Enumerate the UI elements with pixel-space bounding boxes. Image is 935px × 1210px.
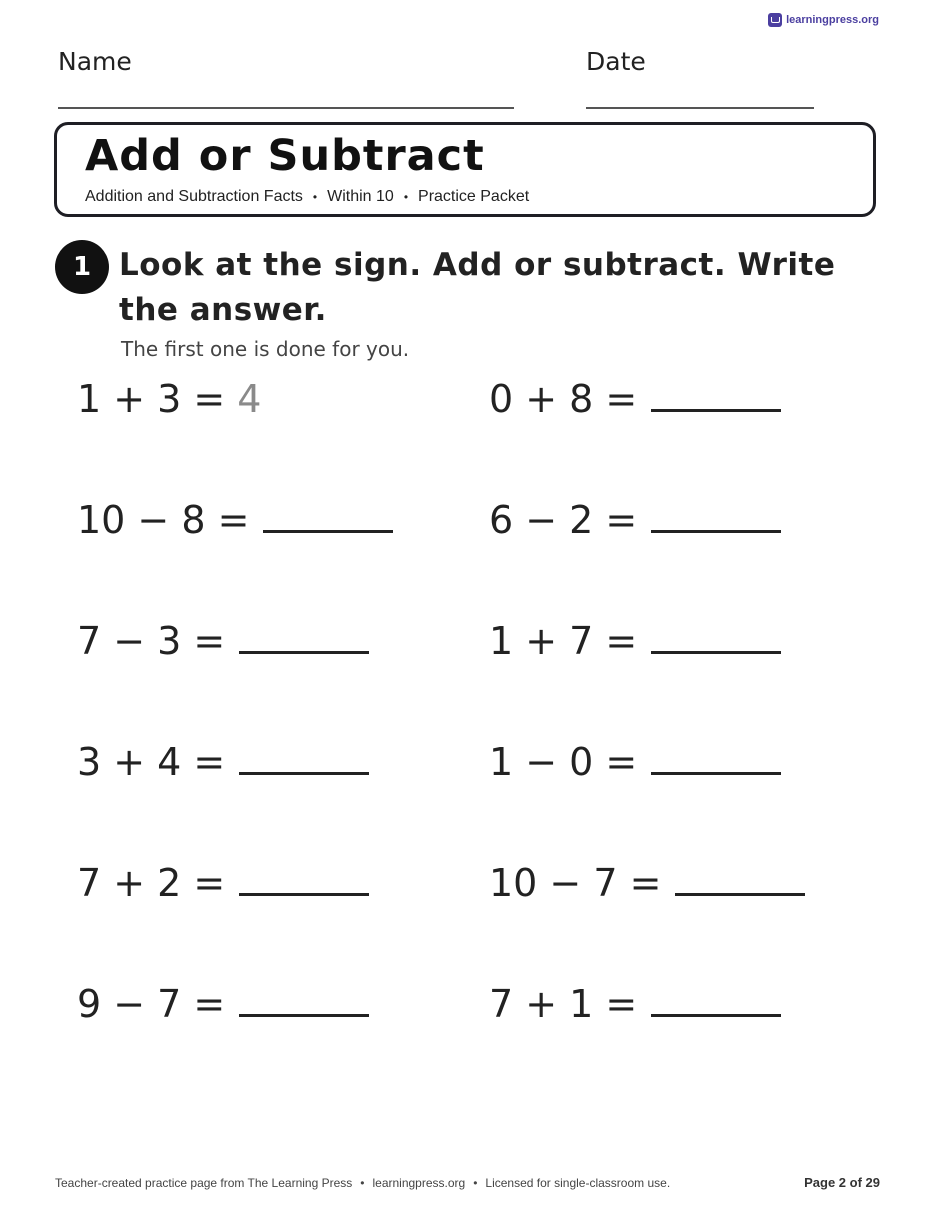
page-title: Add or Subtract [85,131,485,181]
answer-blank[interactable] [651,500,781,533]
problem-expression: 6 − 2 = [489,498,638,542]
hint-text: The first one is done for you. [121,337,410,361]
math-problem [489,861,805,905]
problem-expression: 1 − 0 = [489,740,638,784]
separator-dot: • [360,1176,365,1190]
problem-expression: 10 − 7 = [489,861,662,905]
footer-credits [55,1176,670,1190]
answer-blank[interactable] [651,621,781,654]
answer-blank[interactable] [651,984,781,1017]
section-number-badge: 1 [55,240,109,294]
page-number: Page 2 of 29 [804,1175,880,1190]
answer-blank[interactable] [239,621,369,654]
problem-expression: 9 − 7 = [77,982,226,1026]
example-answer: 4 [237,377,262,421]
math-problem [77,377,261,421]
book-icon [768,13,782,27]
separator-dot: • [473,1176,478,1190]
brand-logo [768,13,879,27]
problem-expression: 10 − 8 = [77,498,250,542]
answer-blank[interactable] [239,863,369,896]
math-problem [77,498,393,542]
problem-expression: 7 + 2 = [77,861,226,905]
subtitle-type: Practice Packet [418,188,530,205]
answer-blank[interactable] [239,742,369,775]
subtitle [85,188,529,206]
problem-expression: 7 − 3 = [77,619,226,663]
math-problem [489,982,781,1026]
separator-dot: • [403,190,409,204]
math-problem [77,619,369,663]
date-line[interactable] [586,107,814,109]
math-problem [489,498,781,542]
problem-expression: 3 + 4 = [77,740,226,784]
subtitle-topic: Addition and Subtraction Facts [85,188,303,205]
math-problem [77,740,369,784]
brand-text: learningpress.org [786,14,879,26]
problem-expression: 1 + 7 = [489,619,638,663]
footer-credit: Teacher-created practice page from The Learning Press [55,1176,353,1190]
answer-blank[interactable] [239,984,369,1017]
answer-blank[interactable] [651,379,781,412]
title-box [54,122,876,217]
answer-blank[interactable] [651,742,781,775]
math-problem [489,377,781,421]
problem-expression: 1 + 3 = [77,377,226,421]
math-problem [77,861,369,905]
name-line[interactable] [58,107,514,109]
name-label: Name [58,47,132,76]
answer-blank[interactable] [263,500,393,533]
footer-site: learningpress.org [372,1176,466,1190]
separator-dot: • [312,190,318,204]
problem-expression: 0 + 8 = [489,377,638,421]
subtitle-range: Within 10 [327,188,394,205]
answer-blank[interactable] [675,863,805,896]
math-problem [489,740,781,784]
math-problem [489,619,781,663]
math-problem [77,982,369,1026]
footer-license: Licensed for single-classroom use. [485,1176,671,1190]
problem-expression: 7 + 1 = [489,982,638,1026]
instruction-text: Look at the sign. Add or subtract. Write the answer. [119,247,836,328]
date-label: Date [586,47,646,76]
